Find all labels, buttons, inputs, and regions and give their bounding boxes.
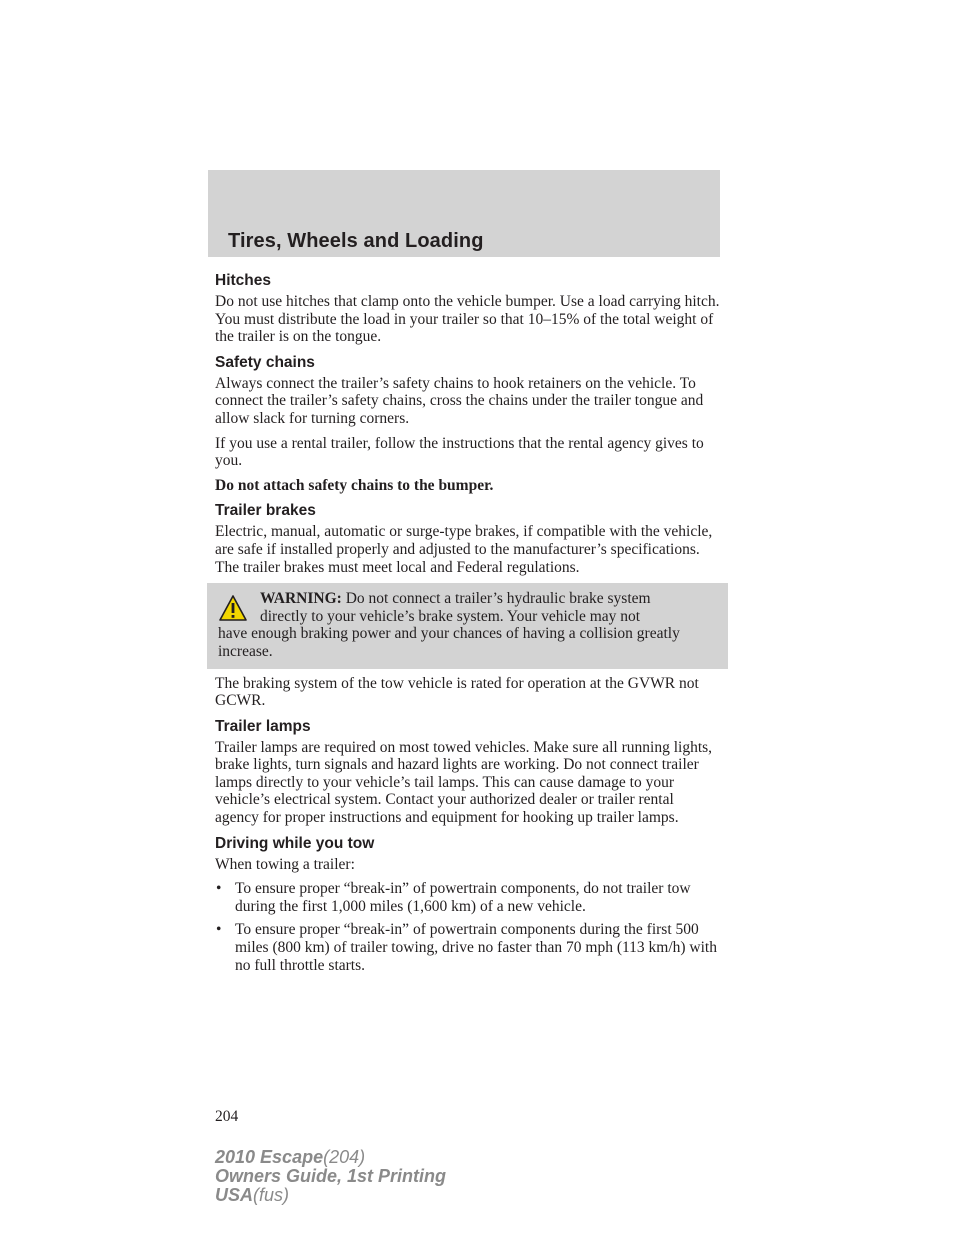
list-item — [215, 880, 720, 915]
safety-chains-bold-note: Do not attach safety chains to the bumper. — [215, 476, 494, 494]
heading-driving-while-you-tow: Driving while you tow — [215, 834, 375, 852]
bullet-icon: • — [216, 921, 222, 939]
safety-chains-paragraph-1: Always connect the trailer’s safety chains to hook retainers on the vehicle. To connect the trailer’s safety chains, cross the chains under the trailer tongue and allow slack for turning corners. — [215, 374, 704, 427]
driving-bullet-list — [215, 880, 720, 974]
section-header-band — [208, 170, 720, 257]
footer-model: 2010 Escape — [215, 1147, 324, 1167]
page-number: 204 — [215, 1108, 239, 1125]
footer-line-1 — [215, 1148, 446, 1167]
heading-trailer-lamps: Trailer lamps — [215, 717, 311, 735]
footer-line-2: Owners Guide, 1st Printing — [215, 1166, 447, 1186]
print-footer — [215, 1148, 446, 1205]
warning-label: WARNING: — [260, 590, 342, 608]
safety-chains-paragraph-2: If you use a rental trailer, follow the instructions that the rental agency gives to you. — [215, 434, 704, 470]
list-item — [215, 921, 720, 974]
trailer-lamps-paragraph: Trailer lamps are required on most towed vehicles. Make sure all running lights, brake lights, turn signals and hazard lights are working. Do not connect trailer lamps directly to your vehicle’s tail lamps. This can cause damage to your vehicle’s electrical system. Contact your authorized dealer or trailer rental agency for proper instructions and equipment for hooking up trailer lamps. — [215, 738, 713, 827]
braking-system-paragraph: The braking system of the tow vehicle is rated for operation at the GVWR not GCWR. — [215, 674, 699, 710]
warning-first-line — [258, 590, 716, 608]
warning-line-1: Do not connect a trailer’s hydraulic brake system — [345, 590, 651, 608]
trailer-brakes-paragraph: Electric, manual, automatic or surge-type brakes, if compatible with the vehicle, are safe if installed properly and adjusted to the manufacturer’s specifications. The trailer brakes must meet local and Federal regulations. — [215, 523, 713, 576]
warning-box — [207, 583, 728, 668]
bullet-icon: • — [216, 880, 222, 898]
page-content — [215, 264, 720, 980]
bullet-text: To ensure proper “break-in” of powertrain components, do not trailer tow during the first 1,000 miles (1,600 km) of a new vehicle. — [235, 880, 691, 915]
footer-page-code: (204) — [323, 1147, 366, 1167]
warning-line-2: directly to your vehicle’s brake system. Your vehicle may not — [260, 607, 641, 625]
heading-safety-chains: Safety chains — [215, 353, 315, 371]
footer-market-code: (fus) — [253, 1185, 290, 1205]
driving-intro: When towing a trailer: — [215, 855, 355, 873]
warning-triangle-icon — [218, 594, 248, 622]
heading-hitches: Hitches — [215, 272, 271, 289]
footer-market: USA — [215, 1185, 254, 1205]
section-title: Tires, Wheels and Loading — [228, 230, 484, 252]
footer-line-3 — [215, 1186, 446, 1205]
heading-trailer-brakes: Trailer brakes — [215, 502, 316, 520]
hitches-paragraph: Do not use hitches that clamp onto the vehicle bumper. Use a load carrying hitch. You must distribute the load in your trailer so that 10–15% of the total weight of the trailer is on the tongue. — [215, 293, 720, 346]
bullet-text: To ensure proper “break-in” of powertrain components during the first 500 miles (800 km) of trailer towing, drive no faster than 70 mph (113 km/h) with no full throttle starts. — [235, 921, 717, 974]
warning-rest: have enough braking power and your chances of having a collision greatly increase. — [218, 625, 680, 660]
